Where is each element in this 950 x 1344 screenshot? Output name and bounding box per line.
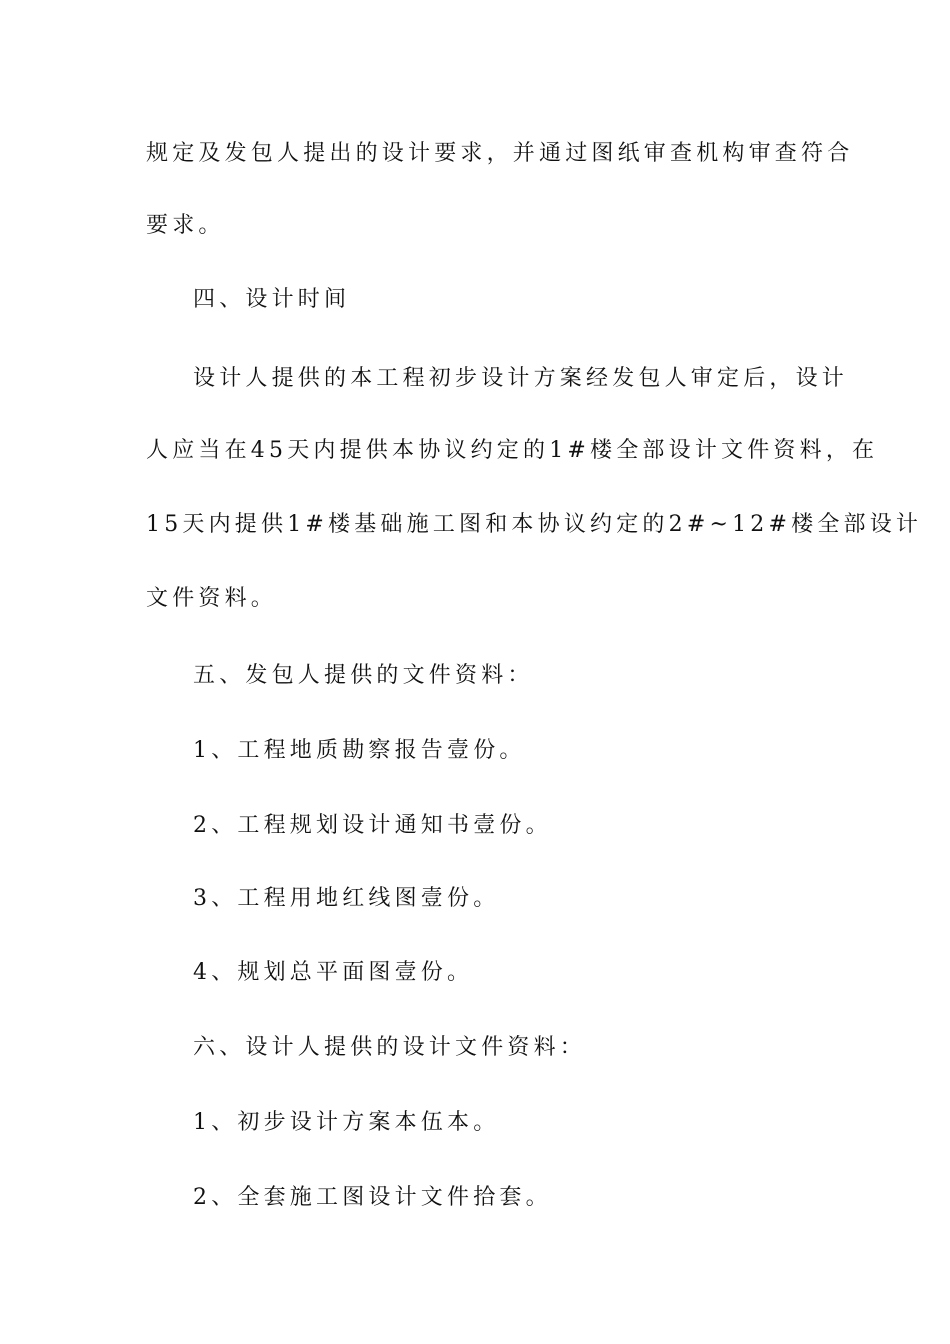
list-item: 4、规划总平面图壹份。 (193, 960, 474, 985)
list-item: 1、工程地质勘察报告壹份。 (193, 738, 526, 763)
section-heading-design-time: 四、设计时间 (193, 287, 351, 312)
paragraph-line: 15天内提供1#楼基础施工图和本协议约定的2#~12#楼全部设计 (146, 512, 923, 537)
list-item: 2、工程规划设计通知书壹份。 (193, 813, 552, 838)
list-item: 1、初步设计方案本伍本。 (193, 1110, 500, 1135)
paragraph-continuation-line: 规定及发包人提出的设计要求，并通过图纸审查机构审查符合 (146, 141, 854, 166)
paragraph-line: 文件资料。 (146, 586, 278, 611)
paragraph-line: 人应当在45天内提供本协议约定的1#楼全部设计文件资料，在 (146, 438, 879, 463)
section-heading-client-documents: 五、发包人提供的文件资料： (193, 663, 534, 688)
section-heading-designer-documents: 六、设计人提供的设计文件资料： (193, 1035, 587, 1060)
list-item: 2、全套施工图设计文件拾套。 (193, 1185, 552, 1210)
list-item: 3、工程用地红线图壹份。 (193, 886, 500, 911)
paragraph-continuation-line: 要求。 (146, 213, 225, 238)
paragraph-line: 设计人提供的本工程初步设计方案经发包人审定后，设计 (193, 366, 849, 391)
